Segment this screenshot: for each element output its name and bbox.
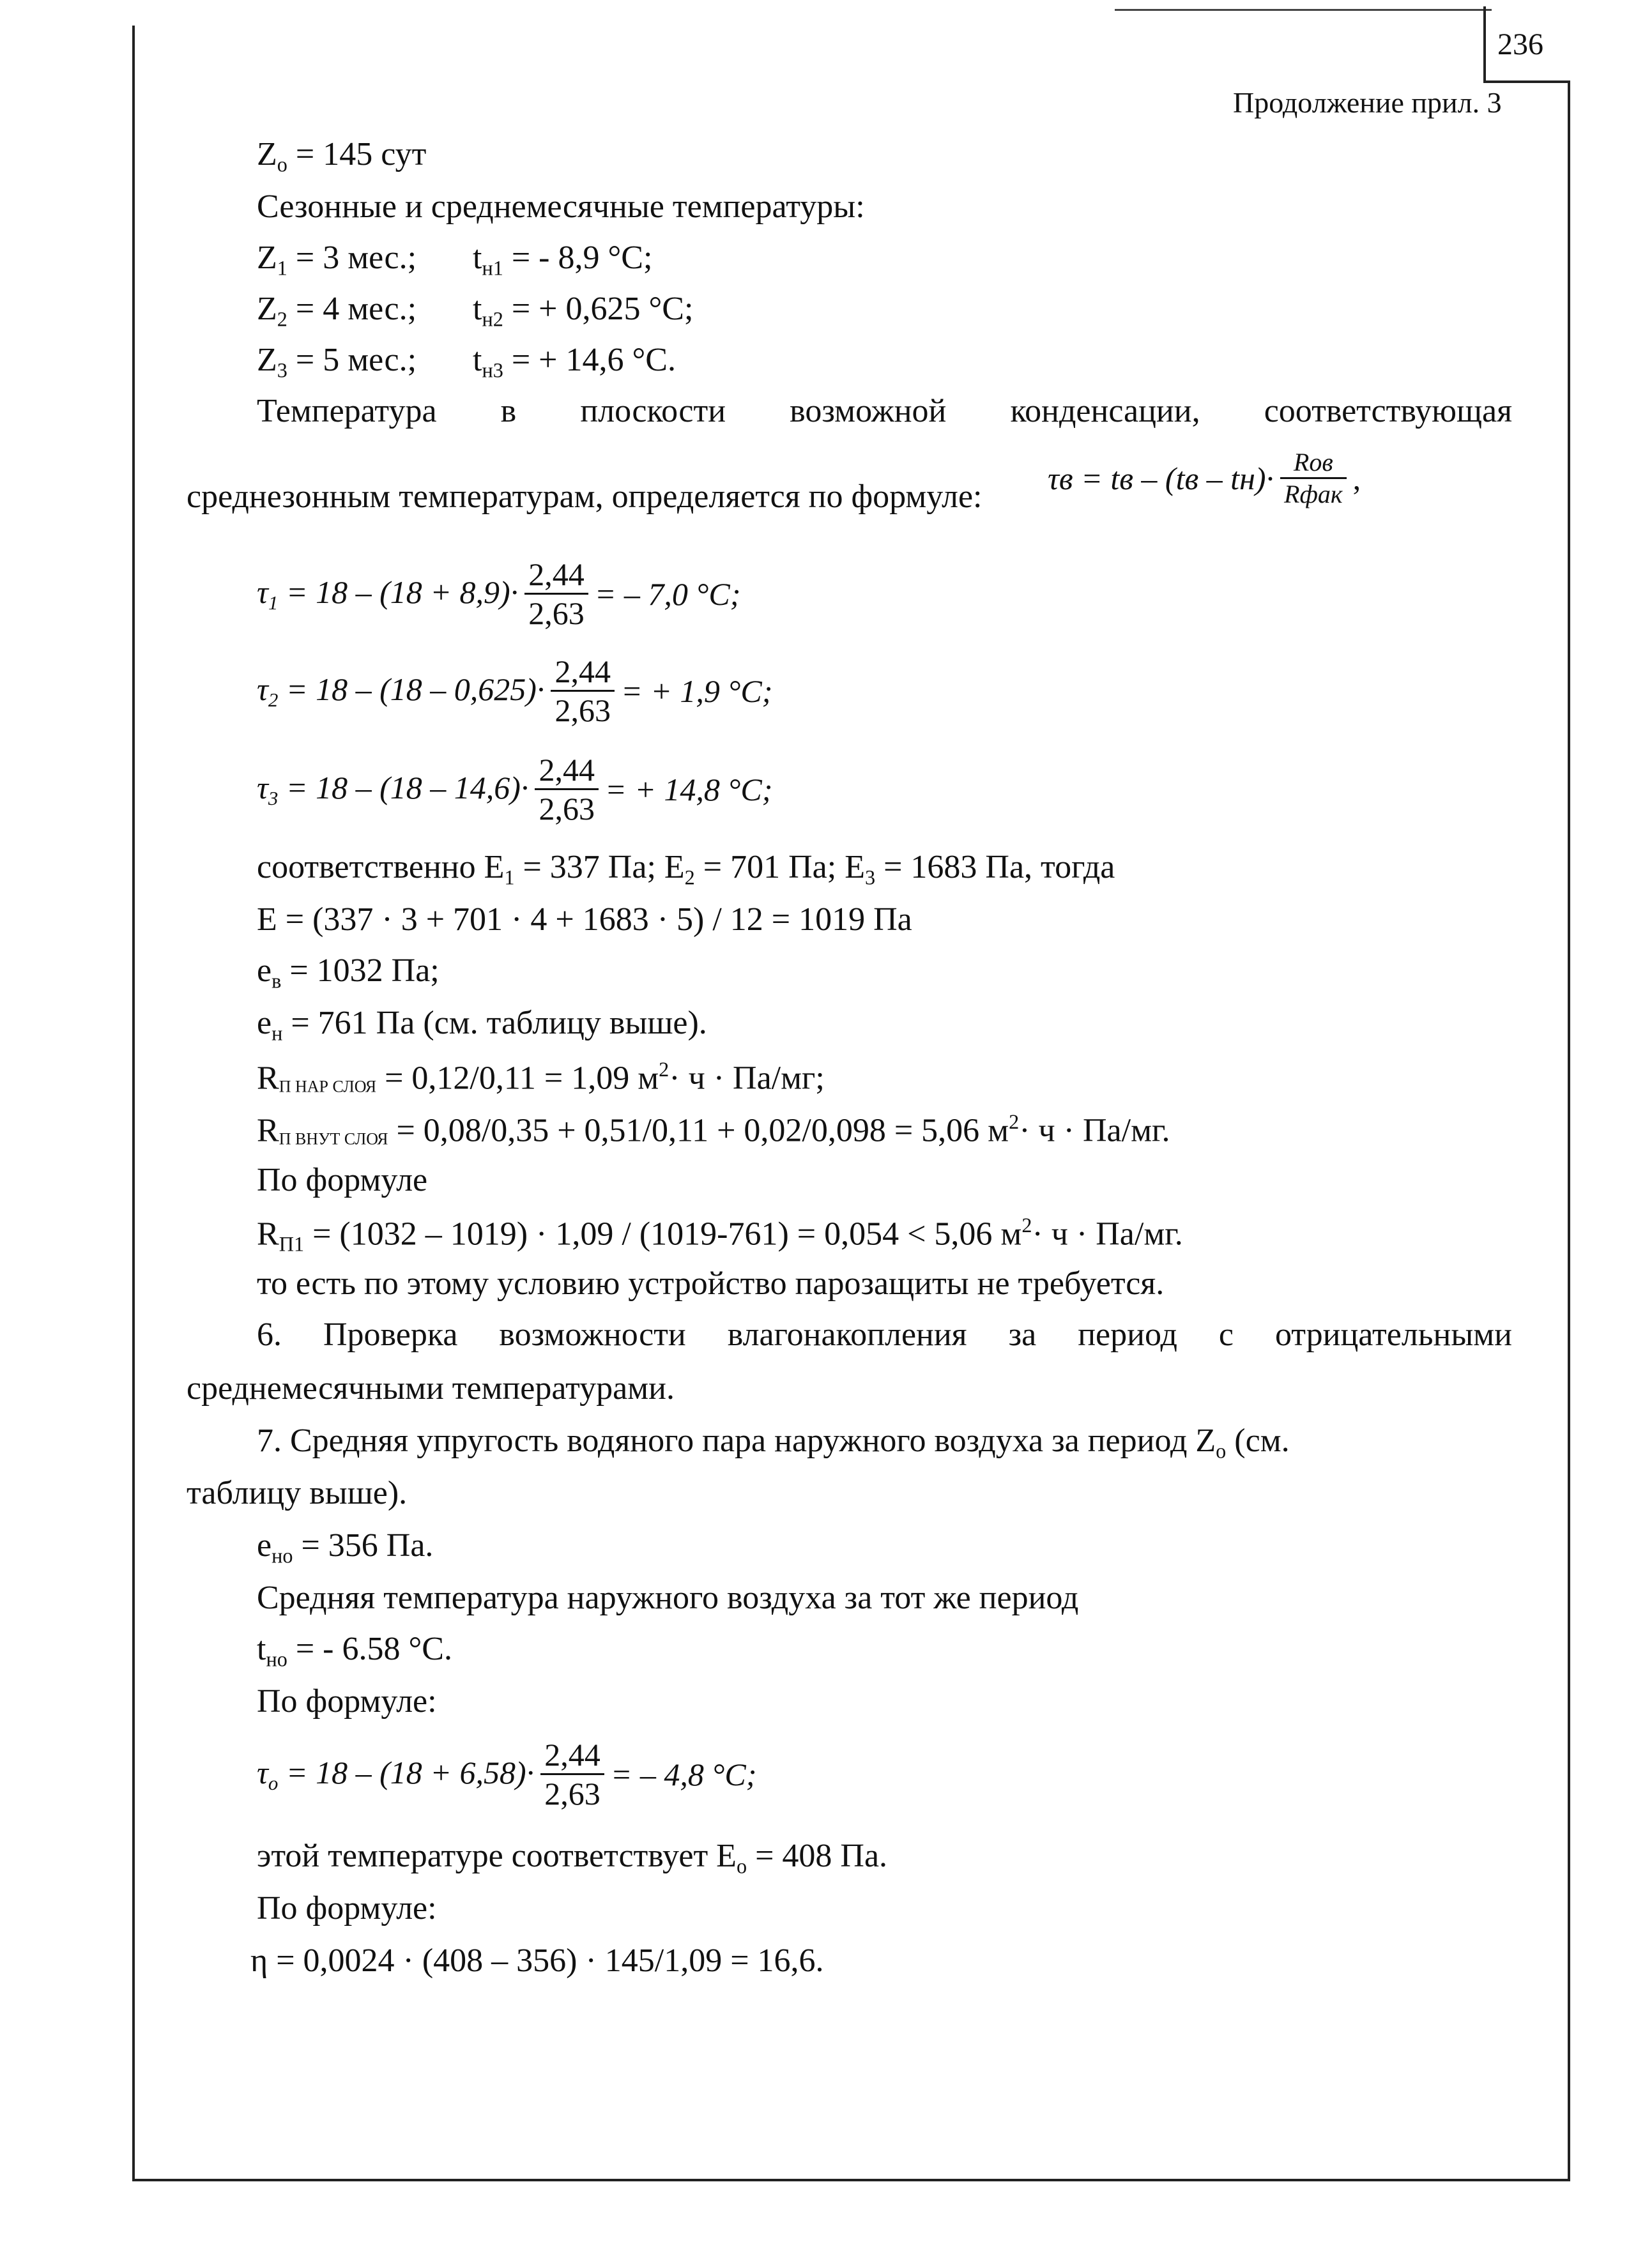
frame-bottom-line (132, 2179, 1570, 2181)
by-formula-label: По формуле (257, 1162, 428, 1198)
seasons-title: Сезонные и среднемесячные температуры: (257, 188, 865, 225)
temperature-paragraph-cont: среднезонным температурам, определяется по формуле: (187, 478, 983, 515)
ev-line: $e_в = 1032$ Па; (257, 952, 440, 993)
frame-top-line (1115, 9, 1492, 11)
en-line: $e_н = 761$ Па (см. таблицу выше). (257, 1005, 707, 1045)
e-values-line: соответственно $E_1 = 337$ Па; $E_2 = 701$ Па; $E_3 = 1683$ Па, тогда (257, 849, 1115, 889)
temperature-paragraph: Температура в плоскости возможной конденсации, соответствующая (257, 393, 1512, 429)
eta-line: η = 0,0024 · (408 – 356) · 145/1,09 = 16,6. (250, 1942, 824, 1979)
season-2-t: $t_{н2}$ = + 0,625 °С; (473, 291, 694, 331)
e0-line: этой температуре соответствует $E_o = 408$ Па. (257, 1838, 888, 1878)
frame-right-line (1568, 83, 1570, 2181)
general-formula: τв = tв – (tв – tн)· $\frac{\text{Rов}}{\text{Rфак}}$ , (1048, 448, 1361, 508)
tau1-formula: $\tau_1 = 18 - (18 + 8,9)\cdot$ $\frac{2,44}{2,63}$ = – 7,0 °C; (257, 556, 741, 631)
rp-inner-line: RП ВНУТ СЛОЯ = 0,08/0,35 + 0,51/0,11 + 0,02/0,098 = 5,06 $м^2\cdot ч \cdot Па/мг$. (257, 1110, 1170, 1149)
season-1-z: $Z_1 = 3$ мес.; (257, 240, 417, 280)
continuation-caption: Продолжение прил. 3 (1233, 86, 1502, 119)
item-6-line-2: среднемесячными температурами. (187, 1370, 675, 1407)
tno-line: $t_{но}$ = - 6.58 °С. (257, 1631, 452, 1671)
conclusion-line: то есть по этому условию устройство парозащиты не требуется. (257, 1265, 1165, 1302)
item-7-line-1: 7. Средняя упругость водяного пара наружного воздуха за период $Z_o$ (см. (257, 1423, 1290, 1463)
tau2-formula: $\tau_2 = 18 - (18 - 0,625)\cdot$ $\frac{2,44}{2,63}$ = + 1,9 °C; (257, 653, 773, 728)
page-number: 236 (1497, 27, 1543, 61)
tau3-formula: $\tau_3 = 18 - (18 - 14,6)\cdot$ $\frac{2,44}{2,63}$ = + 14,8 °C; (257, 752, 773, 827)
avg-temp-line: Средняя температура наружного воздуха за тот же период (257, 1580, 1079, 1616)
rp1-line: $R_{П1} = (1032 - 1019) \cdot 1,09 / (1019-761) = 0,054 < 5,06$ $м^2\cdot ч \cdot Па/мг$. (257, 1214, 1183, 1256)
tau0-formula: $\tau_o = 18 - (18 + 6,58)\cdot$ $\frac{2,44}{2,63}$ = – 4,8 °C; (257, 1737, 757, 1812)
by-formula-label-2: По формуле: (257, 1683, 437, 1720)
season-1-t: $t_{н1}$ = - 8,9 °С; (473, 240, 653, 280)
e-average-line: E = (337 · 3 + 701 · 4 + 1683 · 5) / 12 = 1019 Па (257, 901, 912, 938)
item-6-line-1: 6. Проверка возможности влагонакопления за период с отрицательными (257, 1316, 1512, 1353)
rp-outer-line: RП НАР СЛОЯ = 0,12/0,11 = 1,09 $м^2\cdot ч \cdot Па/мг$; (257, 1058, 825, 1097)
by-formula-label-3: По формуле: (257, 1890, 437, 1926)
frame-left-line (132, 26, 135, 2181)
eno-line: $e_{но} = 356$ Па. (257, 1527, 434, 1568)
item-7-line-2: таблицу выше). (187, 1475, 408, 1511)
z0-line: $Z_o = 145$ сут (257, 136, 427, 176)
season-3-t: $t_{н3}$ = + 14,6 °С. (473, 342, 676, 382)
season-2-z: $Z_2 = 4$ мес.; (257, 291, 417, 331)
season-3-z: $Z_3 = 5$ мес.; (257, 342, 417, 382)
